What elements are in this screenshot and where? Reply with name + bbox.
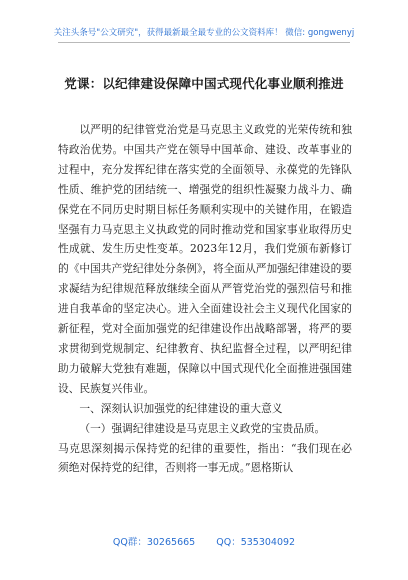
- document-body: [58, 120, 352, 478]
- subsection-heading: （一）强调纪律建设是马克思主义政党的宝贵品质。: [79, 421, 326, 435]
- footer-qq-number: QQ：535304092: [216, 537, 296, 548]
- header-note: 关注头条号"公文研究"，获得最新最全最专业的公文资料库！ 微信: gongwenyj: [53, 28, 355, 38]
- body-paragraph: 以严明的纪律管党治党是马克思主义政党的光荣传统和独特政治优势。中国共产党在领导中国革命、建设、改革事业的过程中，充分发挥纪律在落实党的全面领导、永葆党的先锋队性质、维护党的团结统一、增强党的组织性凝聚力战斗力、确保党在不同历史时期目标任务顺利实现中的关键作用，在锻造坚强有力马克思主义执政党的同时推动党和国家事业取得历史性成就、发生历史性变革。2023年12月，我们党颁布新修订的《中国共产党纪律处分条例》，将全面从严加强纪律建设的要求凝结为纪律规范释放继续全面从严管党治党的强烈信号和推进自我革命的坚定决心。进入全面建设社会主义现代化国家的新征程，党对全面加强党的纪律建设作出战略部署，将严的要求贯彻到党规制定、纪律教育、执纪监督全过程，以严明纪律助力破解大党独有难题，保障以中国式现代化全面推进强国建设、民族复兴伟业。: [58, 123, 352, 395]
- footer-qq-group: QQ群：30265665: [112, 537, 196, 548]
- footer-contact: [0, 534, 408, 548]
- section-heading: 一、深刻认识加强党的纪律建设的重大意义: [79, 401, 283, 415]
- body-paragraph: 马克思深刻揭示保持党的纪律的重要性，指出：“我们现在必须绝对保持党的纪律，否则将一事无成。”恩格斯认: [58, 441, 352, 475]
- document-title: 党课：以纪律建设保障中国式现代化事业顺利推进: [64, 76, 344, 91]
- header-divider: [58, 42, 350, 43]
